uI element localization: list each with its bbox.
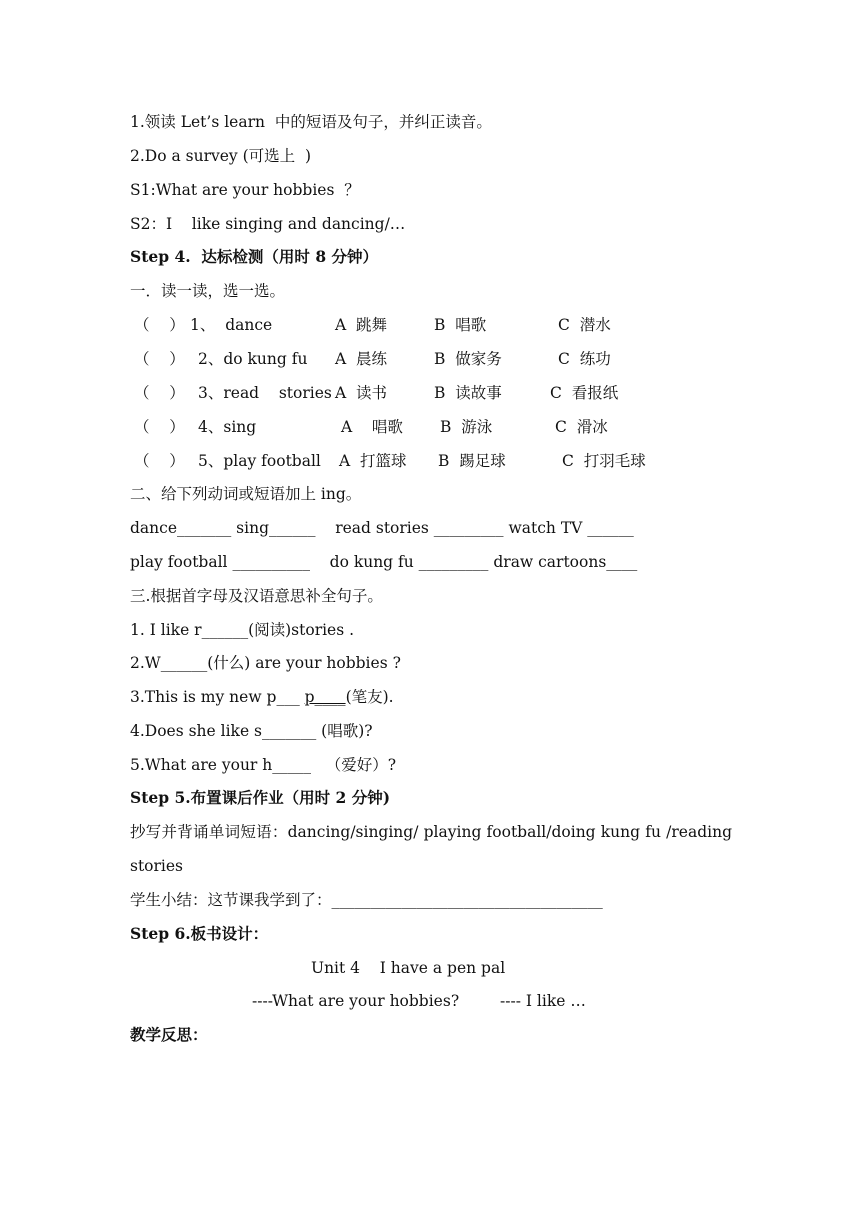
choice-row-4 [130, 415, 608, 439]
step3-line-4: S2：I like singing and dancing/… [130, 215, 406, 233]
option-b: B 游泳 [440, 418, 493, 436]
choice-row-5 [130, 449, 646, 473]
part3-sentence-4: 4.Does she like s_______ (唱歌)? [130, 722, 373, 740]
step6-heading: Step 6.板书设计： [130, 924, 269, 943]
option-a: A 读书 [335, 384, 388, 402]
part3-sentence-2: 2.W______(什么) are your hobbies ? [130, 654, 401, 672]
choice-row-2 [130, 347, 611, 371]
option-c: C 看报纸 [550, 384, 619, 402]
answer-blank: （ ） [134, 418, 185, 436]
option-a: A 唱歌 [341, 418, 403, 436]
step5-heading: Step 5.布置课后作业（用时 2 分钟) [130, 788, 391, 807]
option-b: B 读故事 [434, 384, 502, 402]
step3-line-3: S1:What are your hobbies ？ [130, 181, 360, 199]
option-b: B 做家务 [434, 350, 502, 368]
sentence-3-start: 3.This is my new p___ [130, 688, 305, 706]
option-b: B 踢足球 [438, 452, 506, 470]
option-c: C 练功 [558, 350, 611, 368]
question-word: 2、do kung fu [198, 350, 308, 368]
question-word: 3、read stories [198, 384, 332, 402]
sentence-3-underlined: p____ [304, 688, 346, 706]
option-c: C 潜水 [558, 316, 611, 334]
option-c: C 打羽毛球 [562, 452, 646, 470]
part2-row-2: play football __________ do kung fu _________ draw cartoons____ [130, 553, 638, 571]
step3-line-2: 2.Do a survey (可选上 ) [130, 147, 312, 165]
option-c: C 滑冰 [555, 418, 608, 436]
part1-title: 一．读一读，选一选。 [130, 282, 286, 300]
sentence-3-end: (笔友). [345, 688, 394, 706]
student-summary: 学生小结：这节课我学到了：___________________________________ [130, 891, 603, 909]
option-a: A 打篮球 [339, 452, 407, 470]
option-a: A 跳舞 [335, 316, 388, 334]
part2-row-1: dance_______ sing______ read stories _________ watch TV ______ [130, 519, 634, 537]
choice-row-1 [130, 313, 611, 337]
answer-blank: （ ） [134, 452, 185, 470]
board-title: Unit 4 I have a pen pal [311, 959, 506, 977]
question-word: 4、sing [198, 418, 257, 436]
question-word: 1、 dance [190, 316, 273, 334]
option-b: B 唱歌 [434, 316, 487, 334]
part3-sentence-3 [130, 685, 394, 709]
part3-sentence-1: 1. I like r______(阅读)stories . [130, 621, 355, 639]
answer-blank: （ ） [134, 350, 185, 368]
part3-title: 三.根据首字母及汉语意思补全句子。 [130, 587, 383, 605]
choice-row-3 [130, 381, 619, 405]
part3-sentence-5: 5.What are your h_____ （爱好）? [130, 756, 397, 774]
step4-heading: Step 4. 达标检测（用时 8 分钟） [130, 247, 379, 266]
question-word: 5、play football [198, 452, 321, 470]
part2-title: 二、给下列动词或短语加上 ing。 [130, 485, 362, 503]
answer-blank: （ ） [134, 316, 185, 334]
board-answer: ---- I like … [500, 992, 586, 1010]
board-question: ----What are your hobbies? [252, 992, 460, 1010]
homework-continued: stories [130, 857, 184, 875]
option-a: A 晨练 [335, 350, 388, 368]
reflection-heading: 教学反思： [130, 1025, 208, 1044]
answer-blank: （ ） [134, 384, 185, 402]
step3-line-1: 1.领读 Let’s learn 中的短语及句子，并纠正读音。 [130, 113, 492, 131]
homework-line: 抄写并背诵单词短语：dancing/singing/ playing football/doing kung fu /reading [130, 823, 732, 841]
